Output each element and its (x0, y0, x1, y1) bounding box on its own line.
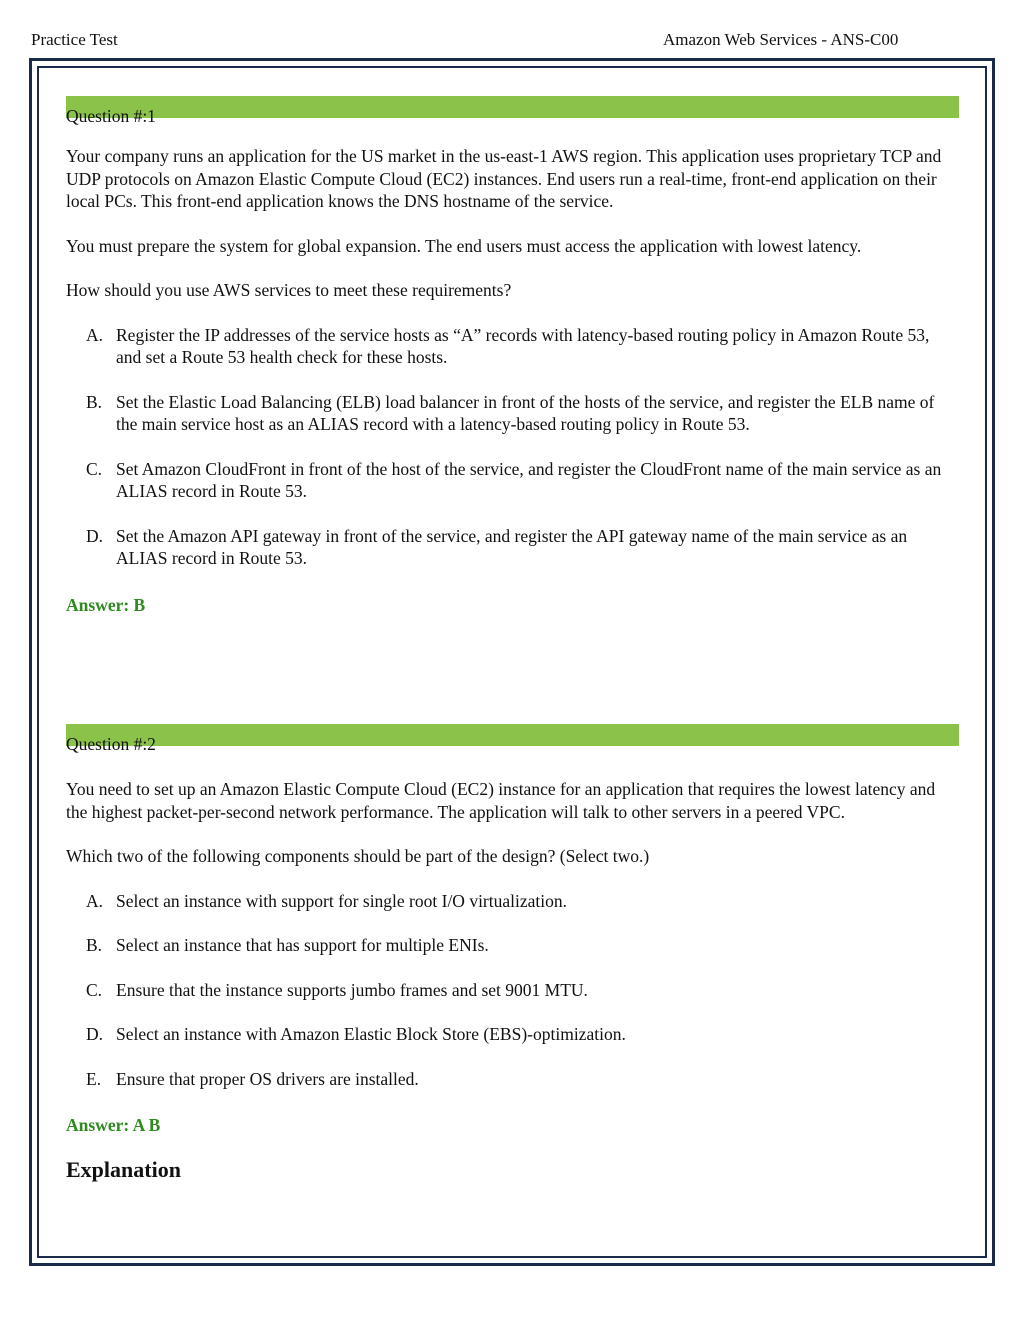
question-1-label: Question #:1 (66, 106, 156, 126)
option-text: Set Amazon CloudFront in front of the host of the service, and register the CloudFront name of the main service as an ALIAS record in Route 53. (116, 458, 942, 501)
question-2-option-e (66, 1068, 959, 1091)
option-text: Set the Elastic Load Balancing (ELB) load balancer in front of the hosts of the service, and register the ELB name of the main service host as an ALIAS record with a latency-based routing policy in Route 53. (116, 391, 935, 434)
question-1-stem-2: You must prepare the system for global expansion. The end users must access the application with lowest latency. (66, 235, 862, 256)
header-left: Practice Test (31, 30, 118, 49)
question-2-header (66, 724, 959, 754)
question-bar (66, 96, 959, 118)
option-letter: D. (86, 525, 104, 546)
question-2-label: Question #:2 (66, 734, 156, 754)
question-bar (66, 724, 959, 746)
question-1-option-a (66, 324, 959, 369)
option-letter: A. (86, 324, 104, 345)
option-letter: C. (86, 458, 103, 479)
question-2-option-b (66, 934, 959, 957)
question-1-option-c (66, 458, 959, 503)
question-1-answer: Answer: B (66, 594, 146, 615)
question-2-prompt: Which two of the following components should be part of the design? (Select two.) (66, 846, 650, 866)
explanation-heading: Explanation (66, 1156, 181, 1182)
option-text: Select an instance with support for single root I/O virtualization. (116, 890, 568, 911)
option-letter: B. (86, 391, 103, 412)
question-1-option-b (66, 391, 959, 436)
option-letter: E. (86, 1068, 102, 1089)
question-1-header (66, 96, 959, 126)
question-1-stem: Your company runs an application for the US market in the us-east-1 AWS region. This application uses proprietary TCP and UDP protocols on Amazon Elastic Compute Cloud (EC2) instances. End users run a real-time, front-end application on their local PCs. This front-end application knows the DNS hostname of the service. (66, 146, 942, 211)
option-text: Set the Amazon API gateway in front of the service, and register the API gateway name of the main service as an ALIAS record in Route 53. (116, 525, 908, 568)
option-letter: A. (86, 890, 104, 911)
question-2-option-c (66, 979, 959, 1002)
option-letter: B. (86, 935, 103, 955)
question-2-answer: Answer: A B (66, 1115, 161, 1135)
question-2-stem: You need to set up an Amazon Elastic Compute Cloud (EC2) instance for an application that requires the lowest latency and the highest packet-per-second network performance. The application will talk to other servers in a peered VPC. (66, 779, 936, 822)
option-letter: D. (86, 1024, 104, 1044)
question-2-option-a (66, 890, 959, 913)
header-right: Amazon Web Services - ANS-C00 (663, 30, 899, 49)
option-text: Select an instance that has support for multiple ENIs. (116, 935, 489, 955)
question-2-option-d (66, 1023, 959, 1046)
question-2 (66, 724, 959, 1181)
question-1 (66, 96, 959, 616)
option-text: Ensure that proper OS drivers are installed. (116, 1068, 419, 1089)
option-letter: C. (86, 979, 103, 1000)
question-1-prompt: How should you use AWS services to meet these requirements? (66, 280, 512, 300)
option-text: Register the IP addresses of the service hosts as “A” records with latency-based routing policy in Amazon Route 53, and set a Route 53 health check for these hosts. (116, 324, 930, 367)
option-text: Ensure that the instance supports jumbo frames and set 9001 MTU. (116, 979, 588, 1000)
option-text: Select an instance with Amazon Elastic Block Store (EBS)-optimization. (116, 1024, 626, 1044)
question-1-option-d (66, 525, 959, 570)
